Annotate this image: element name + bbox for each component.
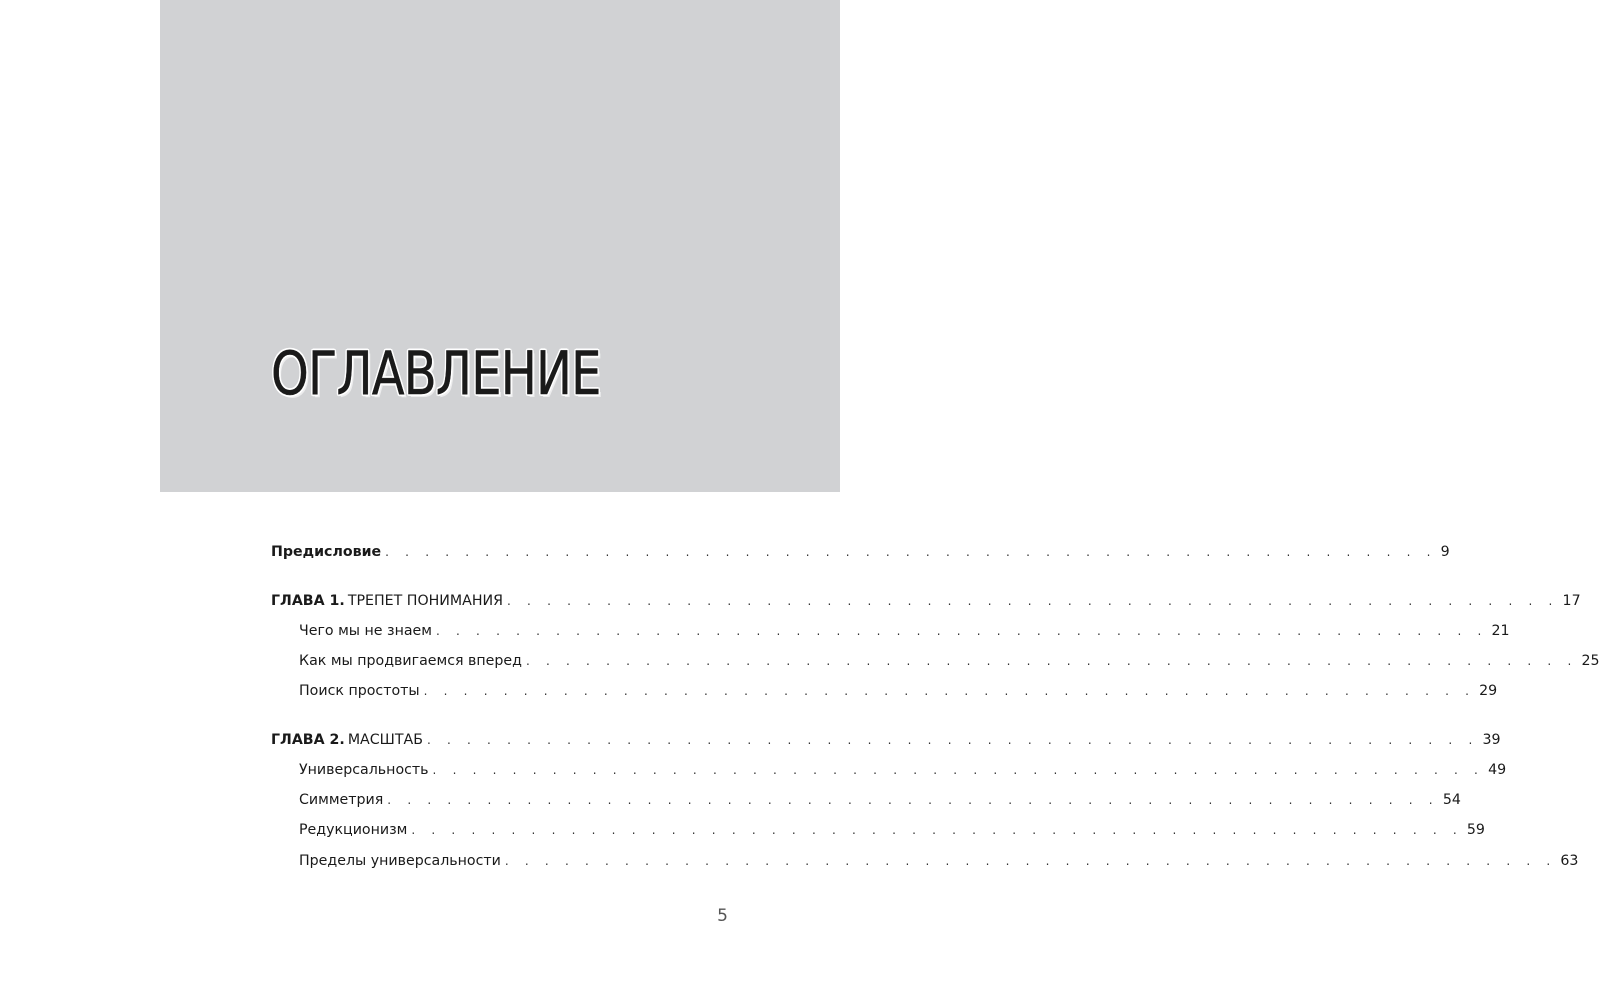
dot-leader: . . . . . . . . . . . . . . . . . . . . . . . . . . . . . . . . . . . . . . . . . . . . . . . . . . . . . [426, 733, 1479, 747]
toc-page-number: 21 [1491, 623, 1510, 639]
dot-leader: . . . . . . . . . . . . . . . . . . . . . . . . . . . . . . . . . . . . . . . . . . . . . . . . . . . . . [435, 624, 1488, 638]
toc-entry-label: Универсальность [299, 762, 429, 778]
toc-page-number: 17 [1562, 593, 1581, 609]
toc-entry-label [271, 727, 423, 753]
toc-entry-section[interactable] [271, 848, 1579, 874]
toc-entry-section[interactable] [271, 787, 1461, 813]
toc-entry-section[interactable] [271, 648, 1600, 674]
toc-entry-label: Редукционизм [299, 822, 408, 838]
toc-entry-preface[interactable] [271, 539, 1450, 565]
toc-entry-label: Поиск простоты [299, 683, 420, 699]
toc-page-number: 25 [1581, 653, 1600, 669]
toc-entry-label: Чего мы не знаем [299, 623, 432, 639]
page-title: ОГЛАВЛЕНИЕ [271, 339, 601, 409]
toc-entry-section[interactable] [271, 618, 1510, 644]
dot-leader: . . . . . . . . . . . . . . . . . . . . . . . . . . . . . . . . . . . . . . . . . . . . . . . . . . . . . [507, 594, 1559, 608]
toc-page-number: 49 [1488, 762, 1507, 778]
dot-leader: . . . . . . . . . . . . . . . . . . . . . . . . . . . . . . . . . . . . . . . . . . . . . . . . . . . . . [432, 763, 1485, 777]
chapter-number: ГЛАВА 1. [271, 593, 345, 609]
dot-leader: . . . . . . . . . . . . . . . . . . . . . . . . . . . . . . . . . . . . . . . . . . . . . . . . . . . . . [387, 793, 1439, 807]
toc-page-number: 9 [1440, 544, 1450, 560]
dot-leader: . . . . . . . . . . . . . . . . . . . . . . . . . . . . . . . . . . . . . . . . . . . . . . . . . . . . . [423, 684, 1476, 698]
toc-entry-section[interactable] [271, 817, 1485, 843]
dot-leader: . . . . . . . . . . . . . . . . . . . . . . . . . . . . . . . . . . . . . . . . . . . . . . . . . . . . . [525, 654, 1578, 668]
toc-entry-label: Пределы универсальности [299, 853, 501, 869]
toc-entry-chapter-1[interactable] [271, 588, 1581, 614]
chapter-number: ГЛАВА 2. [271, 732, 345, 748]
chapter-title: МАСШТАБ [347, 732, 423, 748]
toc-entry-label [271, 588, 503, 614]
header-block [160, 0, 840, 492]
toc-entry-section[interactable] [271, 757, 1507, 783]
toc-entry-label: Предисловие [271, 544, 382, 560]
toc-entry-chapter-2[interactable] [271, 727, 1501, 753]
page-number: 5 [717, 906, 728, 926]
chapter-title: ТРЕПЕТ ПОНИМАНИЯ [347, 593, 504, 609]
toc-page-number: 63 [1560, 853, 1579, 869]
toc-entry-label: Симметрия [299, 792, 384, 808]
toc-page-number: 29 [1479, 683, 1498, 699]
toc-page-number: 39 [1482, 732, 1501, 748]
toc-entry-section[interactable] [271, 678, 1498, 704]
toc-page-number: 54 [1442, 792, 1461, 808]
dot-leader: . . . . . . . . . . . . . . . . . . . . . . . . . . . . . . . . . . . . . . . . . . . . . . . . . . . . . [385, 545, 1437, 559]
toc-page-number: 59 [1466, 822, 1485, 838]
dot-leader: . . . . . . . . . . . . . . . . . . . . . . . . . . . . . . . . . . . . . . . . . . . . . . . . . . . . . [411, 823, 1463, 837]
dot-leader: . . . . . . . . . . . . . . . . . . . . . . . . . . . . . . . . . . . . . . . . . . . . . . . . . . . . . [504, 854, 1557, 868]
toc-entry-label: Как мы продвигаемся вперед [299, 653, 522, 669]
